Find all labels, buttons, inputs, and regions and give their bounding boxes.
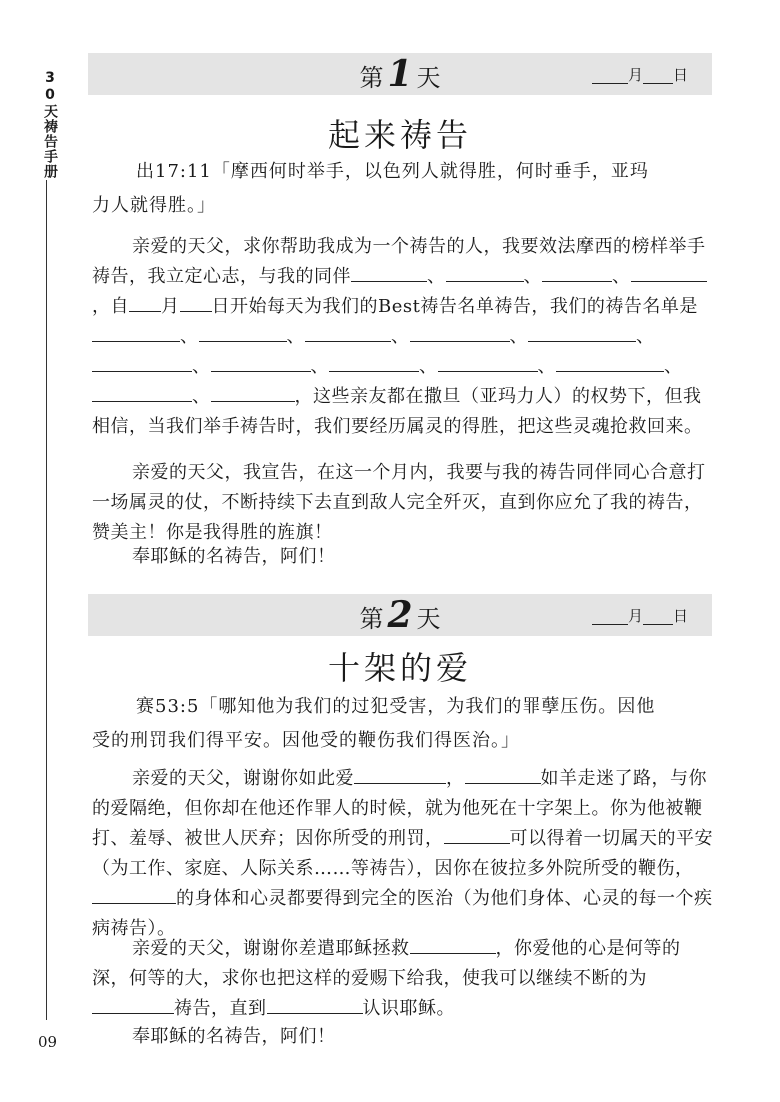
- page-number: 09: [38, 1033, 58, 1051]
- day-label-suffix: 天: [416, 605, 441, 633]
- fill-in-blank[interactable]: [329, 353, 419, 372]
- separator: 、: [180, 326, 199, 347]
- month-label: 月: [627, 66, 643, 84]
- fill-in-blank[interactable]: [354, 765, 446, 784]
- fill-in-blank[interactable]: [542, 263, 612, 282]
- prayer-text: 月: [161, 296, 180, 317]
- day-1-prayer-paragraph: [92, 232, 714, 442]
- day-label-suffix: 天: [416, 64, 441, 92]
- prayer-text: 的身体和心灵都要得到完全的医治（为他们身体、心灵的每一个疾病祷告）。: [92, 888, 713, 939]
- fill-in-blank[interactable]: [199, 323, 287, 342]
- month-blank[interactable]: [129, 293, 161, 312]
- prayer-text: 亲爱的天父，我宣告，在这一个月内，我要与我的祷告同伴同心合意打一场属灵的仗，不断持续下去直到敌人完全歼灭，直到你应允了我的祷告，赞美主！你是我得胜的旌旗！: [92, 462, 706, 543]
- scripture-line: 受的刑罚我们得平安。因他受的鞭伤我们得医治。」: [92, 730, 520, 751]
- month-blank[interactable]: [592, 69, 628, 84]
- fill-in-blank[interactable]: [211, 383, 295, 402]
- day-1-scripture: [92, 155, 712, 223]
- separator: 、: [427, 266, 446, 287]
- separator: 、: [636, 326, 655, 347]
- fill-in-blank[interactable]: [92, 353, 192, 372]
- fill-in-blank[interactable]: [528, 323, 636, 342]
- prayer-text: 亲爱的天父，谢谢你如此爱: [132, 768, 354, 789]
- day-1-header: [88, 53, 712, 95]
- separator: 、: [192, 386, 211, 407]
- book-side-title: 30天祷告手册: [42, 70, 58, 179]
- day-number: 1: [387, 53, 413, 95]
- day-label-prefix: 第: [359, 605, 384, 633]
- fill-in-blank[interactable]: [446, 263, 524, 282]
- prayer-text: 亲爱的天父，谢谢你差遣耶稣拯救: [132, 938, 410, 959]
- separator: 、: [664, 356, 683, 377]
- fill-in-blank[interactable]: [410, 935, 496, 954]
- separator: 、: [419, 356, 438, 377]
- day-label: 日: [672, 607, 688, 625]
- day-label-prefix: 第: [359, 64, 384, 92]
- day-1-date-field: [592, 66, 688, 84]
- day-blank[interactable]: [643, 69, 673, 84]
- prayer-text: 奉耶稣的名祷告，阿们！: [132, 1026, 336, 1047]
- separator: 、: [612, 266, 631, 287]
- fill-in-blank[interactable]: [267, 995, 363, 1014]
- fill-in-blank[interactable]: [211, 353, 311, 372]
- prayer-text: ，这些亲友都在撒旦（亚玛力人）的权势下，但我相信，当我们举手祷告时，我们要经历属灵的得胜，把这些灵魂抢救回来。: [92, 386, 703, 437]
- prayer-text: 亲爱的天父，求你帮助我成为一个祷告的人，我要效法摩西的榜样举手祷告，我立定心志，与我的同伴: [92, 236, 706, 287]
- prayer-text: 认识耶稣。: [362, 998, 455, 1019]
- day-2-closing: [92, 1022, 714, 1052]
- fill-in-blank[interactable]: [631, 263, 707, 282]
- separator: 、: [310, 356, 329, 377]
- day-blank[interactable]: [180, 293, 212, 312]
- separator: ，: [446, 768, 465, 789]
- fill-in-blank[interactable]: [92, 885, 176, 904]
- day-2-scripture: [92, 690, 712, 758]
- separator: 、: [192, 356, 211, 377]
- month-blank[interactable]: [592, 610, 628, 625]
- scripture-line: 赛53:5「哪知他为我们的过犯受害，为我们的罪孽压伤。因他: [136, 696, 656, 717]
- day-label: 日: [672, 66, 688, 84]
- fill-in-blank[interactable]: [444, 825, 510, 844]
- day-2-date-field: [592, 607, 688, 625]
- separator: 、: [523, 266, 542, 287]
- scripture-line: 出17:11「摩西何时举手，以色列人就得胜，何时垂手，亚玛: [136, 161, 649, 182]
- day-2-title: 十架的爱: [327, 649, 472, 687]
- separator: ，: [92, 296, 111, 317]
- prayer-text: 自: [110, 296, 129, 317]
- day-1-closing: [92, 542, 714, 572]
- prayer-text: 如羊走迷了路，与你的爱隔绝，但你却在他还作罪人的时候，就为他死在十字架上。你为他被鞭打、羞辱、被世人厌弃；因你所受的刑罚，: [92, 768, 707, 849]
- fill-in-blank[interactable]: [92, 383, 192, 402]
- month-label: 月: [627, 607, 643, 625]
- day-2-prayer-paragraph: [92, 764, 714, 944]
- fill-in-blank[interactable]: [305, 323, 391, 342]
- prayer-text: 可以得着一切属天的平安（为工作、家庭、人际关系……等祷告），因你在彼拉多外院所受的鞭伤，: [92, 828, 713, 879]
- prayer-text: ，你爱他的心是何等的深，何等的大，求你也把这样的爱赐下给我，使我可以继续不断的为: [92, 938, 681, 989]
- fill-in-blank[interactable]: [92, 995, 174, 1014]
- prayer-text: 祷告，直到: [174, 998, 267, 1019]
- day-number: 2: [387, 594, 413, 636]
- day-blank[interactable]: [643, 610, 673, 625]
- side-divider: [46, 180, 47, 1020]
- separator: 、: [537, 356, 556, 377]
- separator: 、: [391, 326, 410, 347]
- fill-in-blank[interactable]: [556, 353, 664, 372]
- prayer-text: 奉耶稣的名祷告，阿们！: [132, 546, 336, 567]
- fill-in-blank[interactable]: [351, 263, 427, 282]
- separator: 、: [286, 326, 305, 347]
- fill-in-blank[interactable]: [92, 323, 180, 342]
- scripture-line: 力人就得胜。」: [92, 195, 216, 216]
- separator: 、: [509, 326, 528, 347]
- fill-in-blank[interactable]: [410, 323, 510, 342]
- day-2-header: [88, 594, 712, 636]
- day-1-declaration-paragraph: [92, 458, 714, 548]
- fill-in-blank[interactable]: [438, 353, 538, 372]
- prayer-text: 日开始每天为我们的Best祷告名单祷告，我们的祷告名单是: [211, 296, 698, 317]
- day-2-thanks-paragraph: [92, 934, 714, 1024]
- fill-in-blank[interactable]: [465, 765, 541, 784]
- day-1-title: 起来祷告: [327, 116, 472, 154]
